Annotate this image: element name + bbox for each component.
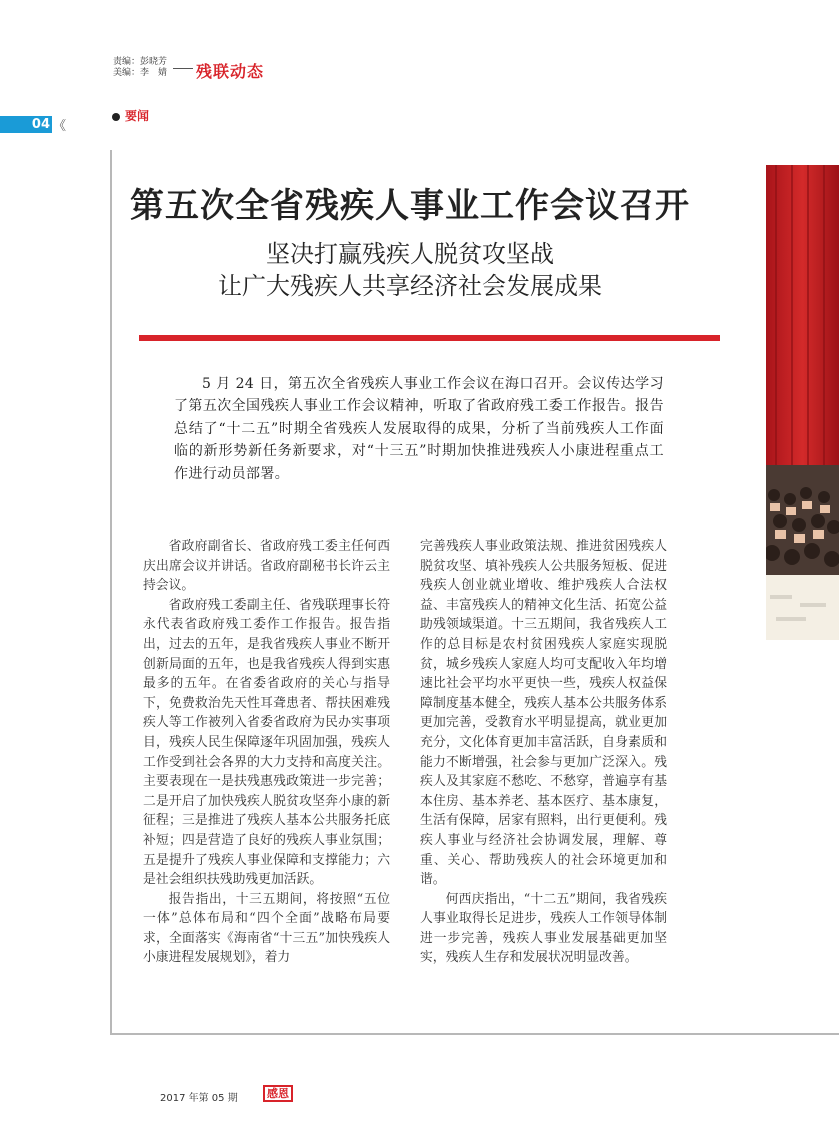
body-paragraph: 省政府副省长、省政府残工委主任何西庆出席会议并讲话。省政府副秘书长许云主持会议。 — [143, 539, 390, 594]
body-paragraph: 完善残疾人事业政策法规、推进贫困残疾人脱贫攻坚、填补残疾人公共服务短板、促进残疾人创业就业增收、维护残疾人合法权益、丰富残疾人的精神文化生活、拓宽公益助残领域渠道。十三五期间，我省残疾人工作的总目标是农村贫困残疾人家庭实现脱贫，城乡残疾人家庭人均可支配收入年均增速比社会平均水平更快一些，残疾人权益保障制度基本健全，残疾人基本公共服务体系更加完善，受教育水平明显提高，就业更加充分，文化体育更加丰富活跃，自身素质和能力不断增强，社会参与更加广泛深入。残疾人及其家庭不愁吃、不愁穿，普遍享有基本住房、基本养老、基本医疗、基本康复，生活有保障，居家有照料，出行更便利。残疾人事业与经济社会协调发展，理解、尊重、关心、帮助残疾人的社会环境更加和谐。 — [420, 539, 667, 888]
body-paragraph: 省政府残工委副主任、省残联理事长符永代表省政府残工委作工作报告。报告指出，过去的五年，是我省残疾人事业不断开创新局面的五年，也是我省残疾人得到实惠最多的五年。在省委省政府的关心与指导下，免费救治先天性耳聋患者、帮扶困难残疾人等工作被列入省委省政府为民办实事项目，残疾人民生保障逐年巩固加强，残疾人工作受到社会各界的大力支持和高度关注。主要表现在一是扶残惠残政策进一步完善；二是开启了加快残疾人脱贫攻坚奔小康的新征程；三是推进了残疾人基本公共服务托底补短；四是营造了良好的残疾人事业氛围；五是提升了残疾人事业保障和支撑能力；六是社会组织扶残助残更加活跃。 — [143, 597, 390, 888]
magazine-logo: 感恩 — [263, 1085, 293, 1102]
lead-paragraph: 5 月 24 日，第五次全省残疾人事业工作会议在海口召开。会议传达学习了第五次全国残疾人事业工作会议精神，听取了省政府残工委工作报告。报告总结了“十二五”时期全省残疾人发展取得的成果，分析了当前残疾人工作面临的新形势新任务新要求，对“十三五”时期加快推进残疾人小康进程重点工作进行动员部署。 — [174, 376, 664, 482]
meeting-photo — [766, 165, 839, 640]
article-title: 第五次全省残疾人事业工作会议召开 — [130, 186, 690, 226]
body-paragraph: 何西庆指出，“十二五”期间，我省残疾人事业取得长足进步，残疾人工作领导体制进一步完善，残疾人事业发展基础更加坚实，残疾人生存和发展状况明显改善。 — [420, 891, 667, 966]
editor-credits — [113, 57, 167, 79]
article-subtitle-2: 让广大残疾人共享经济社会发展成果 — [218, 272, 602, 300]
frame-bottom-border — [110, 1033, 839, 1035]
editor-line: 责编：彭晓芳 — [113, 57, 168, 67]
frame-left-border — [110, 150, 112, 1035]
page-arrow-icon: 《 — [53, 119, 67, 134]
news-tag: 要闻 — [125, 109, 150, 123]
body-column-right — [420, 537, 667, 968]
designer-line: 美编：李 婧 — [113, 68, 168, 78]
article-lead — [174, 373, 664, 485]
title-divider — [139, 335, 720, 341]
bullet-dot-icon — [112, 113, 120, 121]
body-column-left — [143, 537, 390, 968]
page-number-tab: 04 — [0, 116, 52, 133]
issue-label: 2017 年第 05 期 — [160, 1093, 238, 1104]
section-title: 残联动态 — [196, 62, 265, 81]
section-divider — [173, 68, 193, 69]
article-subtitle-1: 坚决打赢残疾人脱贫攻坚战 — [266, 240, 554, 268]
body-paragraph: 报告指出，十三五期间，将按照“五位一体”总体布局和“四个全面”战略布局要求，全面落实《海南省“十三五”加快残疾人小康进程发展规划》，着力 — [143, 891, 390, 966]
